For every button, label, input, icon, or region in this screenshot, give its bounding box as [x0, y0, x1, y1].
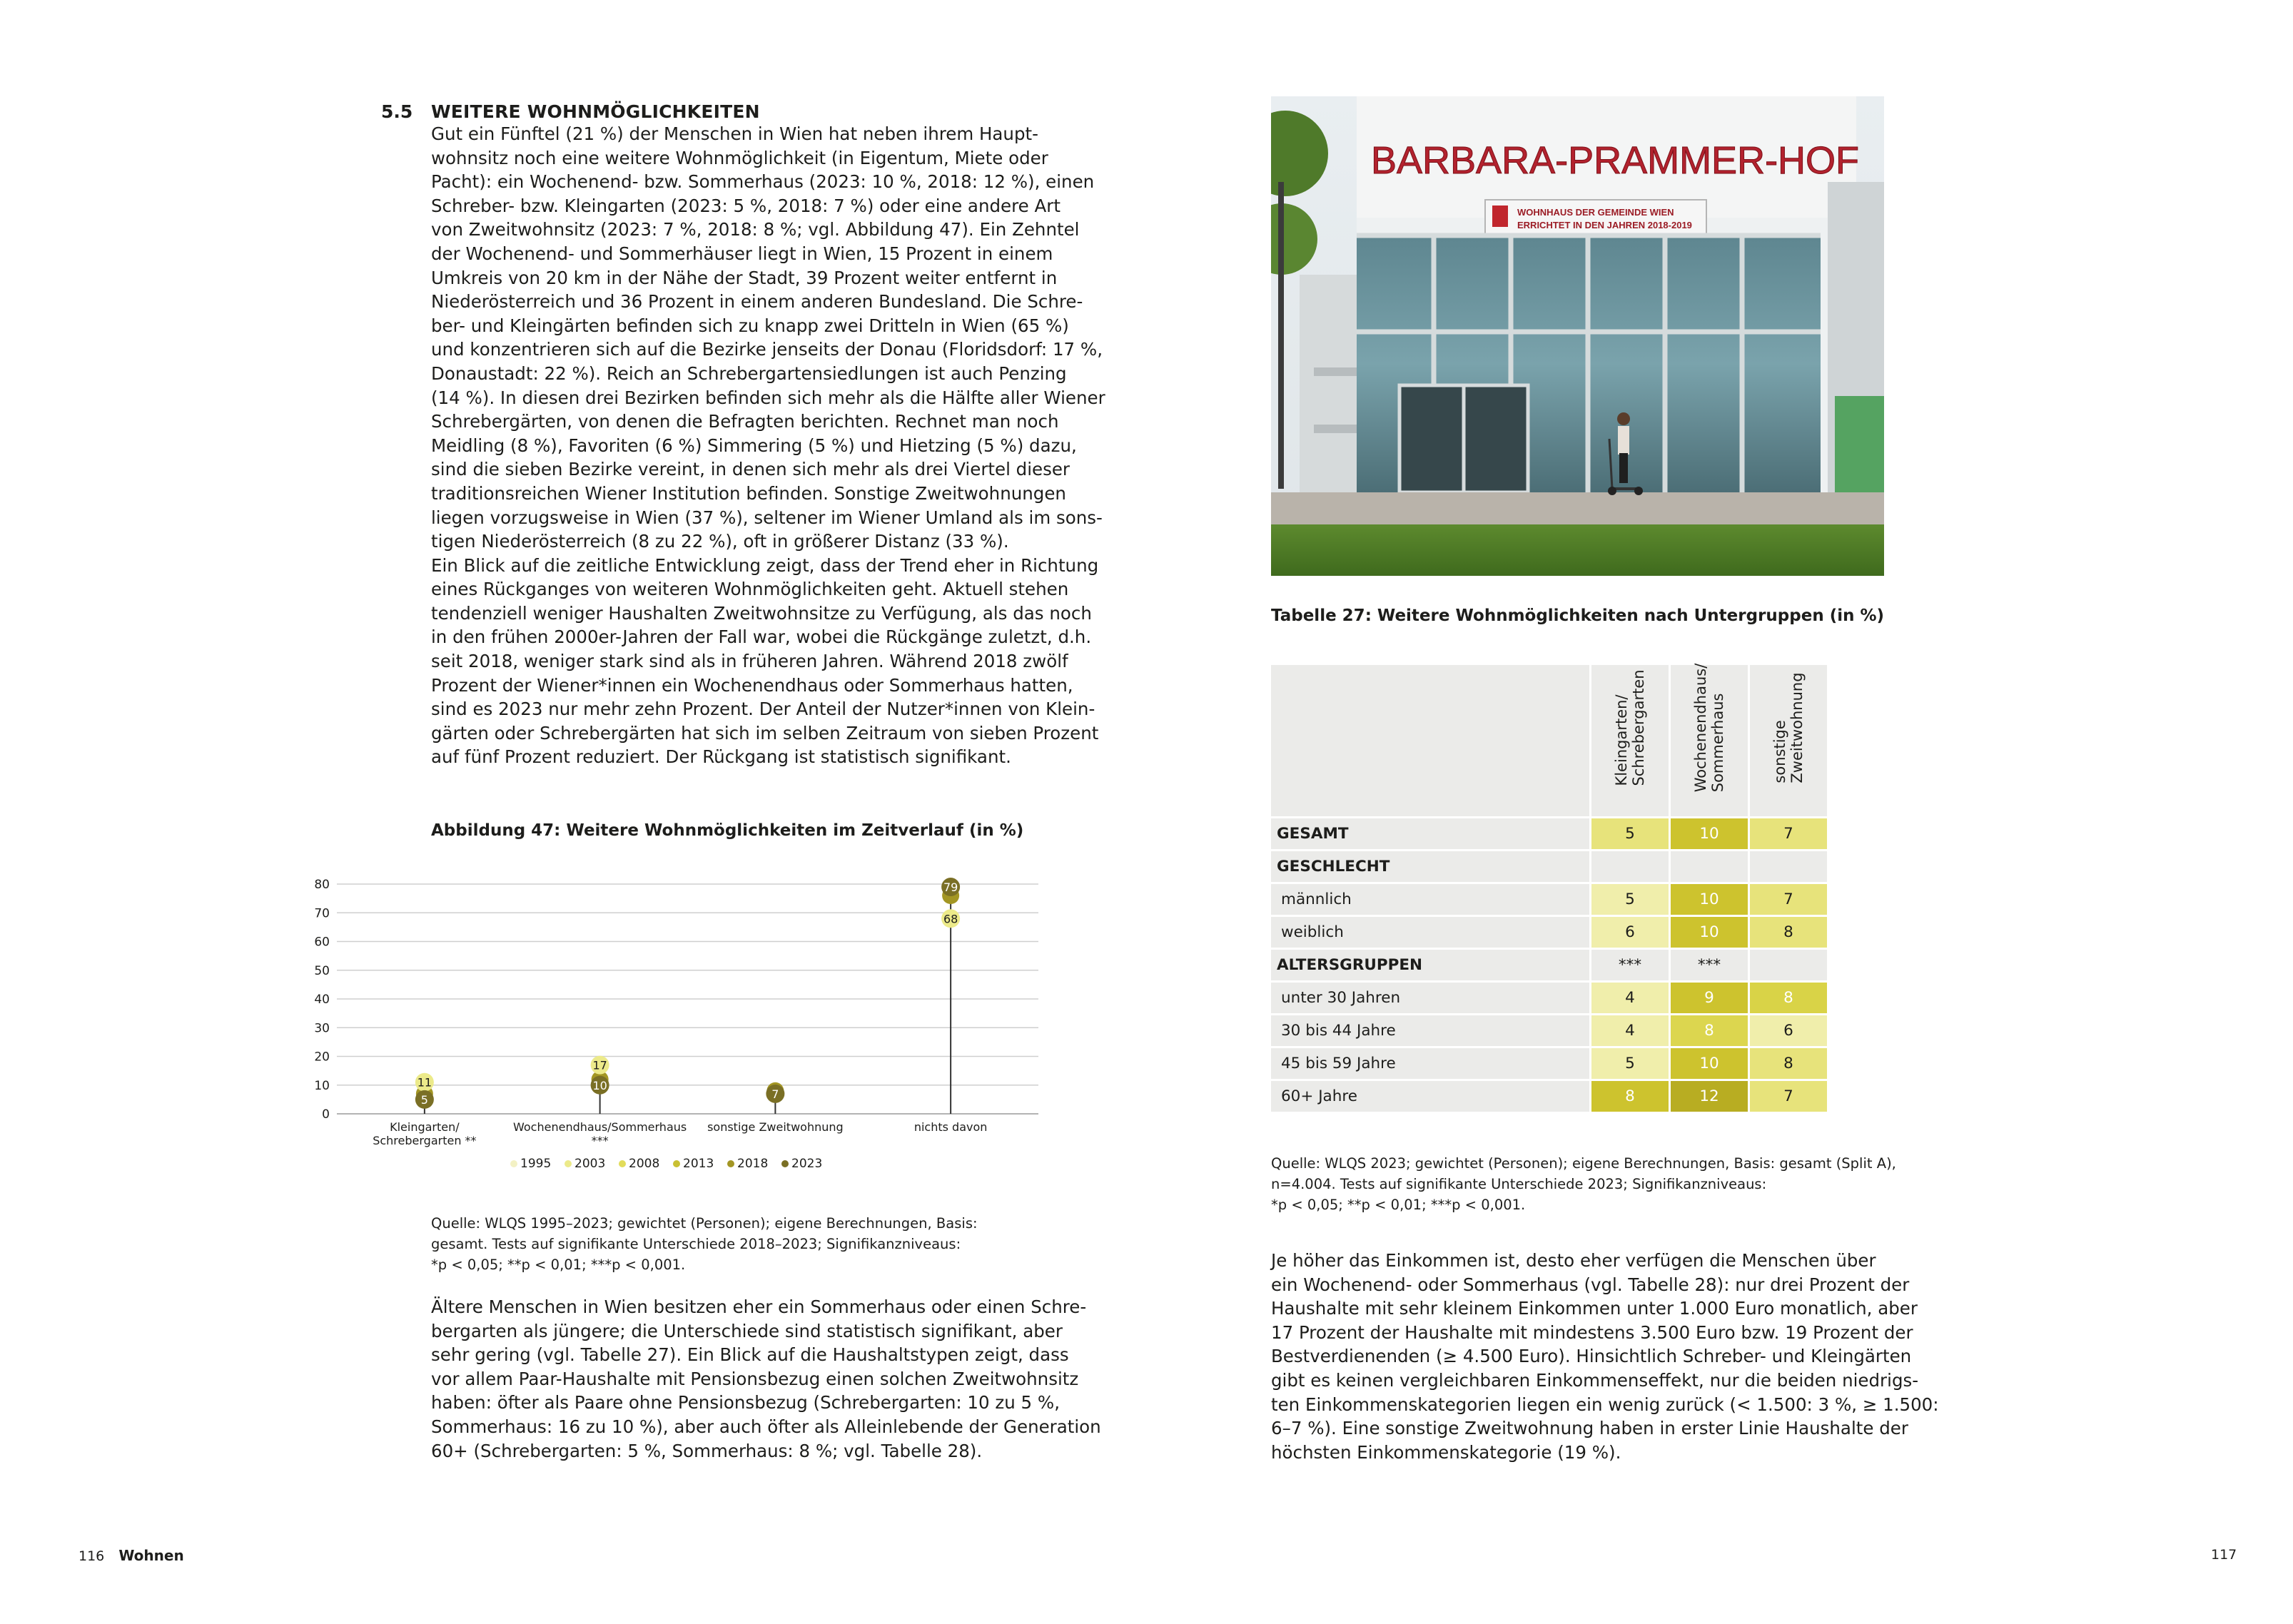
page-number-left: 116: [79, 1548, 105, 1564]
legend-marker: [781, 1160, 789, 1167]
text-line: Schrebergärten, von denen die Befragten berichten. Rechnet man noch: [431, 411, 1059, 432]
table-column-header: [1591, 665, 1669, 816]
legend-marker: [565, 1160, 572, 1167]
row-label: ALTERSGRUPPEN: [1271, 950, 1589, 980]
data-label: 10: [592, 1078, 607, 1092]
table-cell: 8: [1750, 917, 1827, 948]
table-row: [1271, 950, 1827, 980]
legend-label: 2008: [629, 1157, 660, 1171]
figure-source: [431, 1213, 1045, 1275]
text-line: wohnsitz noch eine weitere Wohnmöglichkeit (in Eigentum, Miete oder: [431, 147, 1048, 168]
legend-label: 2003: [574, 1157, 606, 1171]
data-label: 68: [943, 912, 958, 926]
table-cell: 4: [1591, 983, 1669, 1013]
body-paragraph-2: [431, 1295, 1101, 1463]
legend-label: 2018: [737, 1157, 769, 1171]
table-cell: 7: [1750, 818, 1827, 849]
text-line: Pacht): ein Wochenend- bzw. Sommerhaus (2023: 10 %, 2018: 12 %), einen: [431, 171, 1095, 193]
text-line: ten Einkommenskategorien liegen ein wenig zurück (< 1.500: 3 %, ≥ 1.500:: [1271, 1394, 1939, 1415]
section-title: WEITERE WOHNMÖGLICHKEITEN: [431, 101, 760, 122]
column-header-label: Wochenendhaus/ Sommerhaus: [1692, 663, 1726, 793]
text-line: bergarten als jüngere; die Unterschiede sind statistisch signifikant, aber: [431, 1320, 1063, 1341]
x-category-label: nichts davon: [913, 1120, 988, 1134]
column-header-label: sonstige Zweitwohnung: [1771, 672, 1806, 783]
legend-label: 2013: [683, 1157, 714, 1171]
table-row: [1271, 1048, 1827, 1079]
table-cell: 10: [1671, 1048, 1748, 1079]
table-cell: 7: [1750, 1081, 1827, 1112]
text-line: Quelle: WLQS 1995–2023; gewichtet (Personen); eigene Berechnungen, Basis:: [431, 1215, 978, 1232]
text-line: der Wochenend- und Sommerhäuser liegt in Wien, 15 Prozent in einem: [431, 243, 1053, 264]
row-label: 60+ Jahre: [1271, 1081, 1589, 1112]
text-line: Haushalte mit sehr kleinem Einkommen unter 1.000 Euro monatlich, aber: [1271, 1298, 1918, 1319]
legend-marker: [510, 1160, 517, 1167]
text-line: Ein Blick auf die zeitliche Entwicklung zeigt, dass der Trend eher in Richtung: [431, 554, 1099, 576]
legend-label: 1995: [520, 1157, 552, 1171]
text-line: Je höher das Einkommen ist, desto eher verfügen die Menschen über: [1271, 1250, 1876, 1271]
section-number: 5.5: [381, 101, 413, 122]
building-sign: BARBARA-PRAMMER-HOF: [1371, 139, 1860, 182]
column-header-label: Kleingarten/ Schrebergarten: [1613, 669, 1647, 786]
chart-weitere-wohnmoeglichkeiten: [300, 856, 1070, 1184]
data-label: 11: [417, 1075, 432, 1090]
table-column-header: [1750, 665, 1827, 816]
figure-caption: Abbildung 47: Weitere Wohnmöglichkeiten im Zeitverlauf (in %): [431, 821, 1024, 840]
text-line: tigen Niederösterreich (8 zu 22 %), oft in größerer Distanz (33 %).: [431, 531, 1009, 552]
table-cell: [1591, 851, 1669, 882]
text-line: gärten oder Schrebergärten hat sich im selben Zeitraum von sieben Prozent: [431, 722, 1099, 744]
table-row: [1271, 1081, 1827, 1112]
text-line: Umkreis von 20 km in der Nähe der Stadt, 39 Prozent weiter entfernt in: [431, 267, 1058, 288]
table-cell: 12: [1671, 1081, 1748, 1112]
table-cell: 5: [1591, 818, 1669, 849]
table-cell: 6: [1750, 1015, 1827, 1046]
building-photo-illustration: [1271, 96, 1884, 576]
table-row: [1271, 983, 1827, 1013]
x-category-label: Kleingarten/: [390, 1120, 460, 1134]
row-label: 30 bis 44 Jahre: [1271, 1015, 1589, 1046]
footer-left: [79, 1547, 184, 1564]
table-cell: 8: [1671, 1015, 1748, 1046]
legend-marker: [727, 1160, 734, 1167]
x-category-label: ***: [591, 1134, 609, 1147]
text-line: Donaustadt: 22 %). Reich an Schrebergartensiedlungen ist auch Penzing: [431, 362, 1067, 384]
text-line: Prozent der Wiener*innen ein Wochenendhaus oder Sommerhaus hatten,: [431, 674, 1073, 696]
text-line: Meidling (8 %), Favoriten (6 %) Simmering (5 %) und Hietzing (5 %) dazu,: [431, 435, 1077, 456]
text-line: ber- und Kleingärten befinden sich zu knapp zwei Dritteln in Wien (65 %): [431, 315, 1069, 336]
text-line: seit 2018, weniger stark sind als in früheren Jahren. Während 2018 zwölf: [431, 651, 1068, 672]
text-line: und konzentrieren sich auf die Bezirke jenseits der Donau (Floridsdorf: 17 %,: [431, 339, 1103, 360]
table-cell: [1750, 851, 1827, 882]
text-line: gesamt. Tests auf signifikante Unterschiede 2018–2023; Signifikanzniveaus:: [431, 1236, 961, 1252]
text-line: vor allem Paar-Haushalte mit Pensionsbezug einen solchen Zweitwohnsitz: [431, 1368, 1079, 1389]
text-line: auf fünf Prozent reduziert. Der Rückgang ist statistisch signifikant.: [431, 746, 1011, 768]
text-line: 6–7 %). Eine sonstige Zweitwohnung haben in erster Linie Haushalte der: [1271, 1418, 1908, 1439]
text-line: Sommerhaus: 16 zu 10 %), aber auch öfter als Alleinlebende der Generation: [431, 1416, 1101, 1437]
legend-label: 2023: [791, 1157, 823, 1171]
table-27: [1269, 663, 1829, 1114]
table-cell: 7: [1750, 884, 1827, 915]
text-line: traditionsreichen Wiener Institution befinden. Sonstige Zweitwohnungen: [431, 482, 1066, 504]
table-row: [1271, 851, 1827, 882]
row-label: unter 30 Jahren: [1271, 983, 1589, 1013]
page-number-right: 117: [2211, 1547, 2237, 1563]
y-tick-label: 70: [314, 906, 330, 921]
text-line: sehr gering (vgl. Tabelle 27). Ein Blick auf die Haushaltstypen zeigt, dass: [431, 1344, 1069, 1366]
table-cell: ***: [1671, 950, 1748, 980]
data-label: 5: [420, 1092, 428, 1107]
table-cell: 5: [1591, 1048, 1669, 1079]
row-label: GESCHLECHT: [1271, 851, 1589, 882]
table-cell: 10: [1671, 884, 1748, 915]
table-cell: 9: [1671, 983, 1748, 1013]
table-cell: 10: [1671, 818, 1748, 849]
table-cell: 5: [1591, 884, 1669, 915]
x-category-label: Wochenendhaus/Sommerhaus: [513, 1120, 687, 1134]
x-category-label: Schrebergarten **: [373, 1134, 477, 1147]
table-caption: Tabelle 27: Weitere Wohnmöglichkeiten nach Untergruppen (in %): [1271, 607, 1885, 625]
table-cell: 8: [1591, 1081, 1669, 1112]
text-line: Ältere Menschen in Wien besitzen eher ein Sommerhaus oder einen Schre-: [431, 1296, 1087, 1317]
y-tick-label: 80: [314, 878, 330, 892]
text-line: sind die sieben Bezirke vereint, in denen sich mehr als drei Viertel dieser: [431, 459, 1070, 480]
text-line: 60+ (Schrebergarten: 5 %, Sommerhaus: 8 %; vgl. Tabelle 28).: [431, 1440, 983, 1461]
text-line: Niederösterreich und 36 Prozent in einem anderen Bundesland. Die Schre-: [431, 291, 1083, 313]
text-line: gibt es keinen vergleichbaren Einkommenseffekt, nur die beiden niedrigs-: [1271, 1369, 1919, 1391]
row-label: 45 bis 59 Jahre: [1271, 1048, 1589, 1079]
text-line: 17 Prozent der Haushalte mit mindestens 3.500 Euro bzw. 19 Prozent der: [1271, 1321, 1913, 1343]
y-tick-label: 20: [314, 1050, 330, 1065]
table-header-empty: [1271, 665, 1589, 816]
table-cell: 8: [1750, 1048, 1827, 1079]
table-row: [1271, 818, 1827, 849]
table-cell: 8: [1750, 983, 1827, 1013]
table-cell: ***: [1591, 950, 1669, 980]
data-label: 79: [943, 880, 958, 895]
body-paragraph-3: [1271, 1249, 1939, 1464]
row-label: GESAMT: [1271, 818, 1589, 849]
data-label: 17: [592, 1058, 607, 1072]
plaque-line-1: WOHNHAUS DER GEMEINDE WIEN: [1517, 207, 1674, 218]
plaque-line-2: ERRICHTET IN DEN JAHREN 2018-2019: [1517, 220, 1692, 230]
text-line: Bestverdienenden (≥ 4.500 Euro). Hinsichtlich Schreber- und Kleingärten: [1271, 1346, 1912, 1367]
x-category-label: sonstige Zweitwohnung: [707, 1120, 844, 1134]
building-photo: [1271, 96, 1884, 576]
text-line: höchsten Einkommenskategorie (19 %).: [1271, 1441, 1621, 1463]
text-line: Schreber- bzw. Kleingarten (2023: 5 %, 2018: 7 %) oder eine andere Art: [431, 195, 1061, 216]
y-tick-label: 50: [314, 963, 330, 978]
text-line: in den frühen 2000er-Jahren der Fall war, wobei die Rückgänge zuletzt, d.h.: [431, 626, 1092, 648]
text-line: (14 %). In diesen drei Bezirken befinden sich mehr als die Hälfte aller Wiener: [431, 387, 1105, 408]
y-tick-label: 30: [314, 1021, 330, 1036]
table-row: [1271, 917, 1827, 948]
footer-section-name: Wohnen: [118, 1547, 184, 1564]
text-line: sind es 2023 nur mehr zehn Prozent. Der Anteil der Nutzer*innen von Klein-: [431, 699, 1095, 720]
y-tick-label: 60: [314, 935, 330, 950]
table-27-wrapper: [1269, 663, 1829, 1114]
y-tick-label: 0: [322, 1107, 330, 1122]
table-cell: [1750, 950, 1827, 980]
y-tick-label: 10: [314, 1078, 330, 1093]
table-cell: 6: [1591, 917, 1669, 948]
text-line: Quelle: WLQS 2023; gewichtet (Personen); eigene Berechnungen, Basis: gesamt (Split A),: [1271, 1155, 1896, 1172]
text-line: n=4.004. Tests auf signifikante Unterschiede 2023; Signifikanzniveaus:: [1271, 1176, 1767, 1192]
text-line: liegen vorzugsweise in Wien (37 %), seltener im Wiener Umland als im sons-: [431, 507, 1103, 528]
text-line: ein Wochenend- oder Sommerhaus (vgl. Tabelle 28): nur drei Prozent der: [1271, 1274, 1910, 1295]
table-cell: 10: [1671, 917, 1748, 948]
text-line: Gut ein Fünftel (21 %) der Menschen in Wien hat neben ihrem Haupt-: [431, 123, 1038, 144]
legend-marker: [673, 1160, 680, 1167]
table-cell: 4: [1591, 1015, 1669, 1046]
legend-marker: [619, 1160, 626, 1167]
text-line: *p < 0,05; **p < 0,01; ***p < 0,001.: [1271, 1197, 1526, 1213]
row-label: weiblich: [1271, 917, 1589, 948]
table-row: [1271, 884, 1827, 915]
table-column-header: [1671, 665, 1748, 816]
table-source: [1271, 1153, 1896, 1215]
data-label: 7: [771, 1087, 779, 1101]
text-line: von Zweitwohnsitz (2023: 7 %, 2018: 8 %; vgl. Abbildung 47). Ein Zehntel: [431, 219, 1080, 240]
text-line: tendenziell weniger Haushalten Zweitwohnsitze zu Verfügung, als das noch: [431, 602, 1092, 624]
table-cell: [1671, 851, 1748, 882]
text-line: haben: öfter als Paare ohne Pensionsbezug (Schrebergarten: 10 zu 5 %,: [431, 1392, 1060, 1414]
row-label: männlich: [1271, 884, 1589, 915]
body-paragraph-1: [431, 122, 1105, 769]
y-tick-label: 40: [314, 993, 330, 1007]
table-row: [1271, 1015, 1827, 1046]
text-line: *p < 0,05; **p < 0,01; ***p < 0,001.: [431, 1257, 686, 1273]
text-line: eines Rückganges von weiteren Wohnmöglichkeiten geht. Aktuell stehen: [431, 579, 1069, 600]
